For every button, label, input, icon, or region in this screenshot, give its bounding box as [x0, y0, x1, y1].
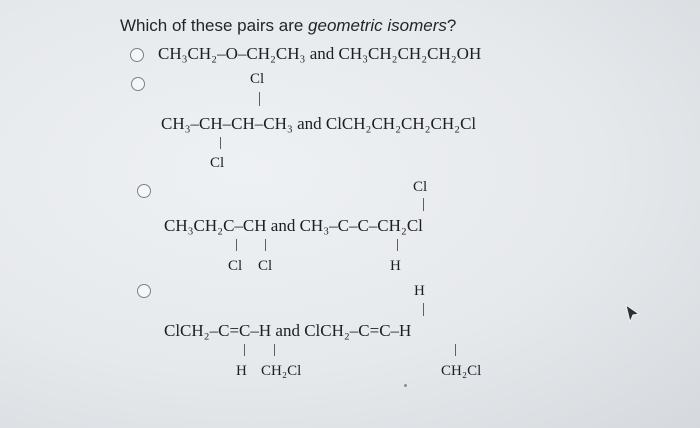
option-4-bottom-substituent-1: H [236, 363, 247, 379]
option-2-top-bond [259, 92, 260, 106]
option-4-bottom-bond-1 [244, 344, 245, 356]
option-3-bottom-substituent-2: Cl [258, 258, 273, 274]
option-3-top-bond [423, 198, 424, 211]
option-4-radio[interactable] [137, 284, 151, 298]
option-3-bottom-substituent-1: Cl [228, 258, 243, 274]
option-3-formula: CH₃CH₂C–CH and CH₃–C–C–CH₂Cl [164, 216, 423, 235]
option-4-bottom-bond-3 [455, 344, 456, 356]
question-text [120, 16, 456, 36]
question-suffix: ? [446, 16, 457, 35]
option-3-top-substituent: Cl [413, 179, 428, 195]
option-2-top-substituent: Cl [250, 71, 265, 87]
option-3-bottom-substituent-3: H [390, 258, 401, 274]
question-prefix: Which of these pairs are [120, 16, 309, 35]
option-4-bottom-substituent-2: CH₂Cl [261, 363, 302, 379]
option-4-top-bond [423, 303, 424, 316]
option-1-radio[interactable] [130, 48, 144, 62]
option-2-bottom-substituent: Cl [210, 155, 225, 171]
option-2-formula: CH₃–CH–CH–CH₃ and ClCH₂CH₂CH₂CH₂Cl [161, 114, 477, 133]
option-3-bottom-bond-1 [236, 239, 237, 251]
pointer-arrow-icon [622, 303, 642, 325]
option-4-bottom-bond-2 [274, 344, 275, 356]
option-1-formula: CH₃CH₂–O–CH₂CH₃ and CH₃CH₂CH₂CH₂OH [158, 44, 482, 63]
option-4-formula: ClCH₂–C=C–H and ClCH₂–C=C–H [164, 321, 412, 340]
option-2-radio[interactable] [131, 77, 145, 91]
option-4-bottom-substituent-3: CH₂Cl [441, 363, 482, 379]
option-3-bottom-bond-3 [397, 239, 398, 251]
stray-mark [404, 384, 407, 387]
option-4-top-substituent: H [414, 283, 425, 299]
option-2-bottom-bond [220, 137, 221, 149]
question-emphasis: geometric isomers [308, 16, 447, 35]
option-3-bottom-bond-2 [265, 239, 266, 251]
option-3-radio[interactable] [137, 184, 151, 198]
